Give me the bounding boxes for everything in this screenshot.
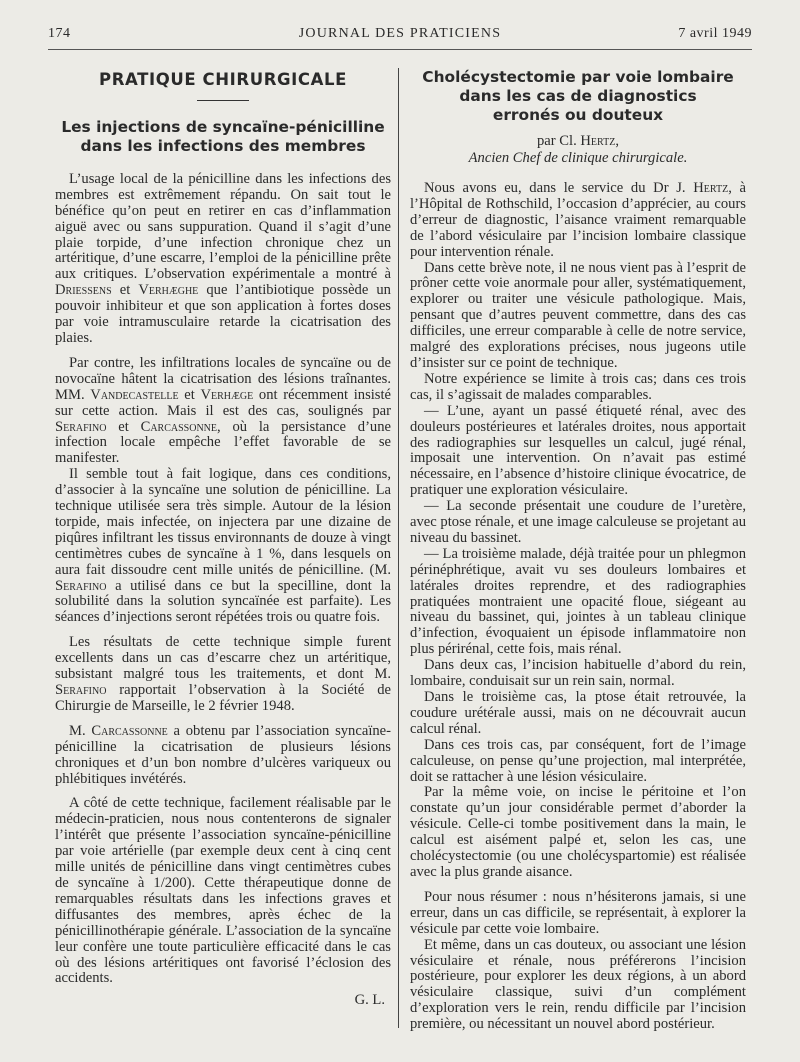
byline-prefix: par Cl. (537, 133, 577, 149)
text-run: ont récemment insisté sur cette action. Mais il est des cas, soulignés par (55, 386, 392, 419)
issue-date: 7 avril 1949 (678, 26, 752, 41)
header-rule (48, 49, 752, 50)
paragraph: — La troisième malade, déjà traitée pour un phlegmon périnéphrétique, avait vu ses douleurs lombaires et latérales droites reprendre, et des radiographies pratiquées montraient une opacité floue, siégeant au niveau du bassinet, qui, jointes à un tableau clinique d’infection, évoquaient un épisode inflammatoire non plus périrénal, cette fois, mais rénal. (410, 545, 746, 658)
paragraph: Dans le troisième cas, la ptose était retrouvée, la coudure urétérale aussi, mais on ne découvrait aucun calcul rénal. (410, 689, 746, 737)
author-name: Carcassonne (140, 418, 218, 435)
text-run: rapportait l’observation à la Société de Chirurgie de Marseille, le 2 février 1948. (55, 682, 391, 714)
right-column (410, 68, 746, 1033)
paragraph (55, 635, 391, 715)
author-name: Vandecastelle (90, 386, 179, 403)
article-title-line-3: erronés ou douteux (492, 106, 664, 124)
page-header (48, 26, 752, 48)
text-run: , à l’Hôpital de Rothschild, l’occasion d’apprécier, au cours d’erreur de diagnostic, l’aisance vraiment remarquable de l’abord vésiculaire par l’incision lombaire classique pour intervention rénale. (410, 180, 746, 260)
author-name: Hertz (693, 180, 729, 196)
article-title-right (410, 68, 746, 125)
paragraph (55, 724, 391, 788)
left-column (55, 68, 391, 1009)
text-run: Les résultats de cette technique simple furent excellents dans un cas d’escarre chez un artéritique, subsistant malgré tous les traitements, et dont M. (55, 634, 391, 683)
text-run: et (119, 282, 131, 299)
article-title-line-1: Les injections de syncaïne-pénicilline (61, 117, 385, 136)
article-title-left (55, 118, 391, 156)
author-name: Carcassonne (91, 722, 168, 739)
article-title-line-2: dans les cas de diagnostics (459, 87, 697, 105)
paragraph (55, 172, 391, 347)
author-name: Hertz, (580, 133, 619, 149)
section-title: PRATIQUE CHIRURGICALE (99, 70, 347, 89)
article-title-line-2: dans les infections des membres (80, 136, 366, 155)
page-number: 174 (48, 26, 71, 41)
text-run: M. (69, 722, 86, 739)
paragraph (410, 181, 746, 261)
journal-title: JOURNAL DES PRATICIENS (298, 26, 502, 41)
text-run: , où la persistance d’une infection locale empêche l’effet favorable de se manifester. (55, 418, 391, 467)
text-run: et (184, 386, 195, 403)
paragraph: Et même, dans un cas douteux, ou associant une lésion vésiculaire et rénale, nous préférerons l’incision postérieure, pour explorer les deux régions, à un abord vésiculaire classique, suivi d’un complément d’exploration vers le rein, rendu difficile par l’incision première, ou nécessitant un nouvel abord postérieur. (410, 936, 746, 1033)
paragraph: — La seconde présentait une coudure de l’uretère, avec ptose rénale, et une image calculeuse se projetant au niveau du bassinet. (410, 498, 746, 546)
author-name: Verhæge (200, 386, 254, 403)
author-name: Verhæghe (138, 282, 199, 299)
author-name: Serafino (55, 682, 107, 698)
paragraph: Dans cette brève note, il ne nous vient pas à l’esprit de prôner cette voie anormale pour aller, systématiquement, explorer ou traiter une vésicule pathologique. Mais, pensant que d’autres peuvent commettre, dans des cas difficiles, une erreur comparable à celle de notre service, malgré des explorations précises, nous jugeons utile d’insister sur ce point de technique. (410, 259, 746, 371)
paragraph (55, 356, 391, 467)
paragraph: Dans ces trois cas, par conséquent, fort de l’image calculeuse, on pense qu’une projection, mal interprétée, doit se rattacher à une lésion vésiculaire. (410, 736, 746, 785)
author-affiliation: Ancien Chef de clinique chirurgicale. (468, 150, 688, 166)
text-run: Il semble tout à fait logique, dans ces conditions, d’associer à la syncaïne une solution de pénicilline. La technique utilisée sera très simple. Autour de la lésion torpide, mais infectée, on injectera par une dizaine de piqûres infiltrant les tissus environnants de douze à vingt centimètres cubes de syncaïne à 1 %, dans lesquels on aura fait dissoudre cent mille unités de pénicilline. (M. (55, 466, 391, 578)
paragraph: Pour nous résumer : nous n’hésiterons jamais, si une erreur, dans un cas difficile, se représentait, à explorer la vésicule par cette voie lombaire. (410, 888, 746, 937)
text-run: a obtenu par l’association syncaïne-pénicilline la cicatrisation de plusieurs lésions chroniques et d’un bon nombre d’ulcères variqueux ou phlébitiques invétérés. (55, 722, 392, 787)
article-title-line-1: Cholécystectomie par voie lombaire (422, 68, 734, 86)
text-run: Par contre, les infiltrations locales de syncaïne ou de novocaïne hâtent la cicatrisation des lésions traînantes. MM. (55, 354, 391, 403)
paragraph (55, 467, 391, 626)
paragraph: — L’une, ayant un passé étiqueté rénal, avec des douleurs postérieures et latérales droites, nous apportait des radiographies sur lesquelles un calcul, jugé rénal, imposait une intervention. On n’avait pas estimé nécessaire, en l’absence d’histoire clinique évocatrice, de pratiquer une exploration vésiculaire. (410, 402, 746, 499)
text-run: et (118, 418, 129, 435)
author-name: Serafino (55, 577, 107, 594)
text-run: a utilisé dans ce but la specilline, dont la solubilité dans la solution syncaïnée est parfaite). Les séances d’injections seront répétées trois ou quatre fois. (55, 577, 391, 626)
paragraph: Dans deux cas, l’incision habituelle d’abord du rein, lombaire, conduisait sur un rein sain, normal. (410, 657, 746, 690)
author-name: Driessens (55, 282, 112, 299)
section-rule (197, 100, 249, 101)
paragraph: Par la même voie, on incise le péritoine et l’on constate qu’un jour considérable permet d’aborder la vésicule. Celle-ci tombe positivement dans la main, le calcul est aisément palpé et, selon les cas, une cholécystectomie (ou une cholécyspartomie) est réalisée avec la plus grande aisance. (410, 784, 746, 880)
text-run: Nous avons eu, dans le service du Dr J. (424, 180, 686, 196)
text-run: que l’antibiotique possède un pouvoir inhibiteur et que son application à fortes doses par voie intramusculaire retarde la cicatrisation des plaies. (55, 282, 391, 346)
author-name: Serafino (55, 418, 107, 435)
signature: G. L. (354, 992, 385, 1009)
column-divider (398, 68, 399, 1028)
byline (410, 133, 746, 150)
text-run: L’usage local de la pénicilline dans les infections des membres est extrêmement répandu. On sait tout le bénéfice qu’on peut en retirer en cas d’inflammation aiguë avec ou sans suppuration. Quand il s’agit d’une plaie torpide, d’une infection chronique chez un artéritique, d’une escarre, l’emploi de la pénicilline prête aux critiques. L’observation expérimentale a montré à (55, 170, 391, 283)
paragraph: A côté de cette technique, facilement réalisable par le médecin-praticien, nous nous contenterons de signaler l’intérêt que présente l’association syncaïne-pénicilline par voie artérielle (par exemple deux cent à cinq cent mille unités de pénicilline dans vingt centimètres cubes de syncaïne à 1/200). Cette thérapeutique donne de remarquables résultats dans les infections graves et diffusantes des membres, après échec de la pénicillinothérapie générale. L’association de la syncaïne leur confère une toute particulière efficacité dans le cas où des lésions artéritiques ont favorisé l’éclosion des accidents. (55, 795, 391, 987)
paragraph: Notre expérience se limite à trois cas; dans ces trois cas, il s’agissait de malades comparables. (410, 370, 746, 403)
